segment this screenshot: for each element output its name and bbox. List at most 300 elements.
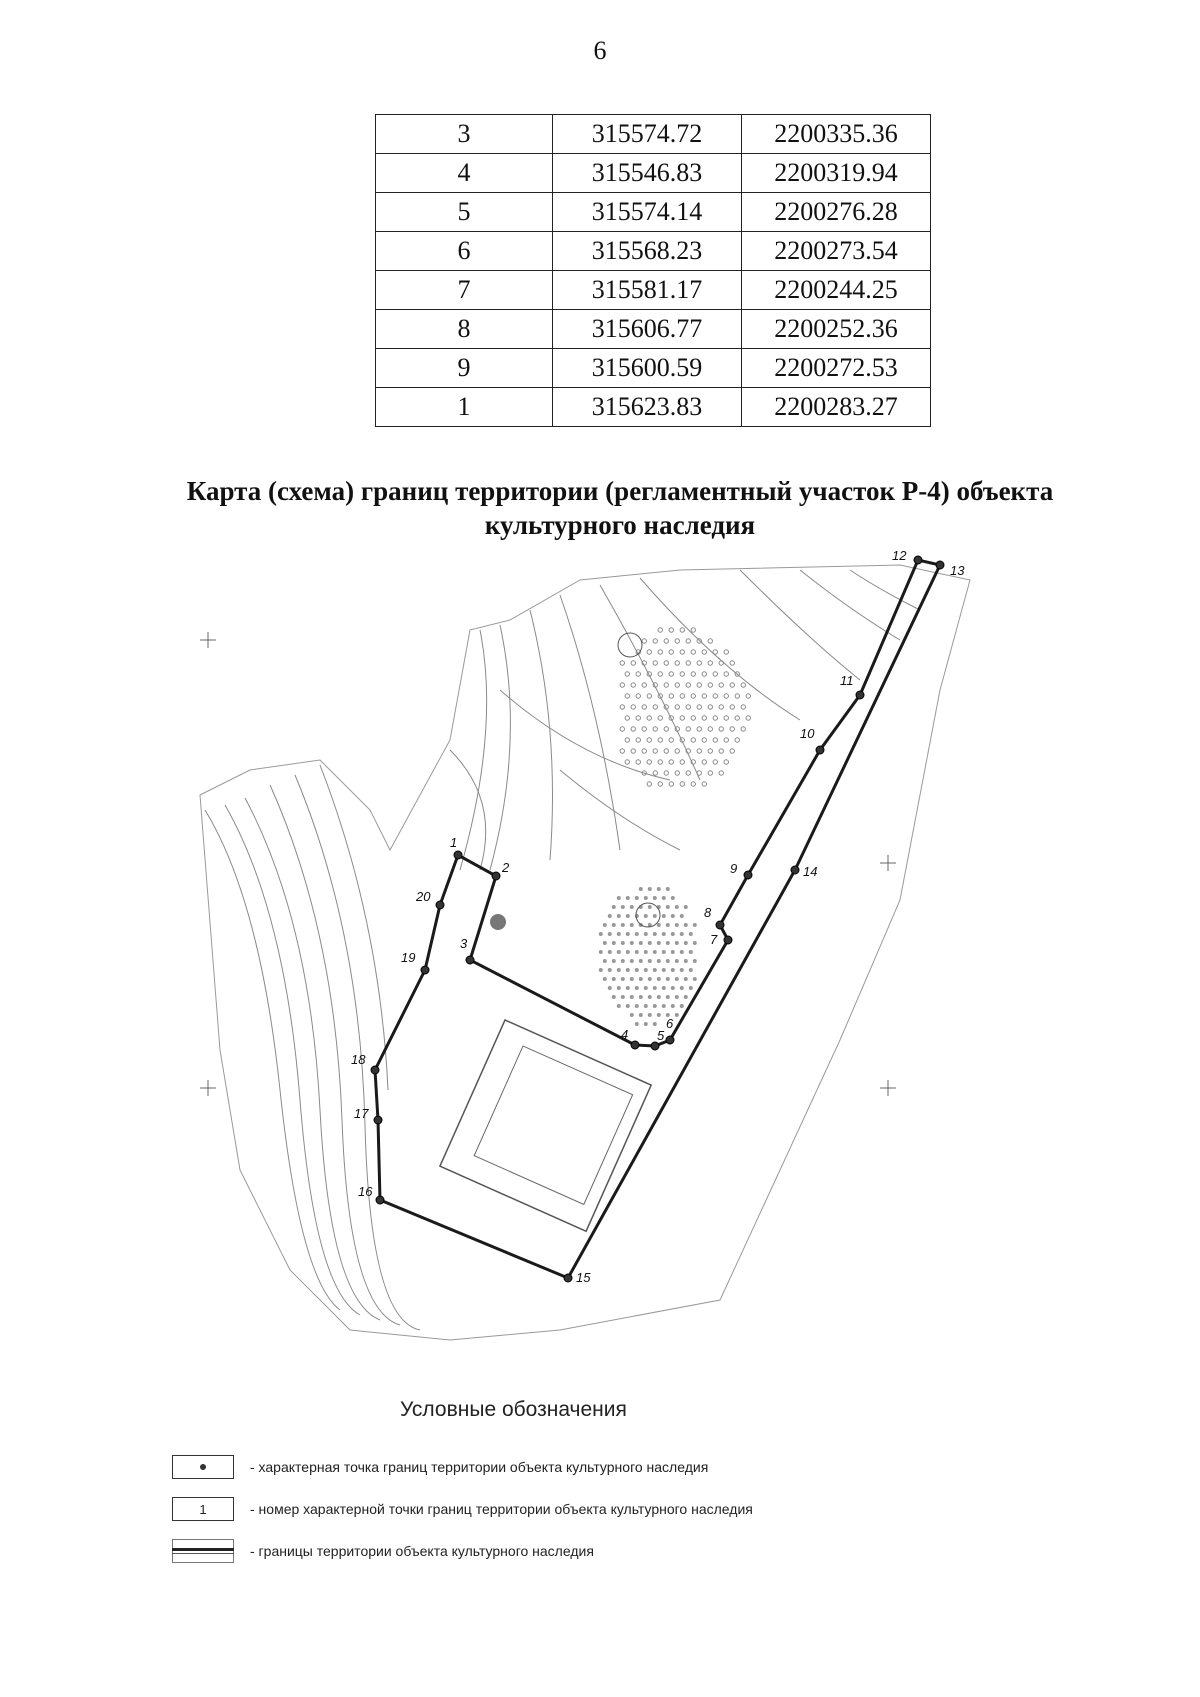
vegetation-dot xyxy=(644,1022,648,1026)
vegetation-dot xyxy=(664,683,668,687)
vegetation-dot xyxy=(702,716,706,720)
vegetation-dot xyxy=(662,896,666,900)
vegetation-dot xyxy=(642,727,646,731)
vegetation-dot xyxy=(713,694,717,698)
vegetation-dot xyxy=(702,782,706,786)
vegetation-dot xyxy=(608,968,612,972)
point-number-cell: 6 xyxy=(376,232,553,271)
vegetation-dot xyxy=(658,738,662,742)
vegetation-dot xyxy=(620,683,624,687)
vegetation-dot xyxy=(620,749,624,753)
vegetation-dot xyxy=(666,959,670,963)
table-row xyxy=(376,349,931,388)
vegetation-dot xyxy=(631,661,635,665)
boundary-point-icon xyxy=(200,1464,206,1470)
vegetation-dot xyxy=(702,650,706,654)
vegetation-dot xyxy=(662,968,666,972)
vegetation-dot xyxy=(642,705,646,709)
vegetation-dot xyxy=(680,694,684,698)
vegetation-dot xyxy=(635,914,639,918)
vegetation-dot xyxy=(691,672,695,676)
point-label-17: 17 xyxy=(354,1106,369,1121)
vegetation-dot xyxy=(691,628,695,632)
y-coordinate-cell: 2200335.36 xyxy=(742,115,931,154)
vegetation-dot xyxy=(657,1013,661,1017)
vegetation-dot xyxy=(612,923,616,927)
vegetation-dot xyxy=(664,749,668,753)
vegetation-dot xyxy=(639,995,643,999)
vegetation-dot xyxy=(644,986,648,990)
vegetation-dot xyxy=(625,716,629,720)
vegetation-dot xyxy=(621,941,625,945)
table-row xyxy=(376,154,931,193)
vegetation-dot xyxy=(599,968,603,972)
vegetation-dot xyxy=(657,959,661,963)
vegetation-dot xyxy=(635,986,639,990)
table-row xyxy=(376,310,931,349)
vegetation-dot xyxy=(631,683,635,687)
point-label-15: 15 xyxy=(576,1270,591,1285)
vegetation-dot xyxy=(666,923,670,927)
vegetation-dot xyxy=(724,716,728,720)
vegetation-dot xyxy=(653,1004,657,1008)
legend-item-point xyxy=(172,1454,708,1480)
vegetation-dot xyxy=(644,968,648,972)
vegetation-dot xyxy=(724,650,728,654)
vegetation-dot xyxy=(697,749,701,753)
vegetation-dot xyxy=(724,738,728,742)
x-coordinate-cell: 315623.83 xyxy=(553,388,742,427)
boundary-point-4 xyxy=(631,1041,639,1049)
point-number-cell: 3 xyxy=(376,115,553,154)
vegetation-dot xyxy=(603,959,607,963)
point-number-cell: 8 xyxy=(376,310,553,349)
boundary-point-12 xyxy=(914,556,922,564)
vegetation-dot xyxy=(621,905,625,909)
vegetation-dot xyxy=(625,694,629,698)
vegetation-dot xyxy=(669,760,673,764)
vegetation-dot xyxy=(617,914,621,918)
vegetation-dot xyxy=(603,977,607,981)
vegetation-dot xyxy=(636,716,640,720)
vegetation-dot xyxy=(617,932,621,936)
vegetation-dot xyxy=(639,941,643,945)
vegetation-dot xyxy=(675,661,679,665)
vegetation-dot xyxy=(708,749,712,753)
vegetation-dot xyxy=(680,650,684,654)
legend-item-number xyxy=(172,1496,753,1522)
boundary-point-13 xyxy=(936,561,944,569)
table-row xyxy=(376,388,931,427)
vegetation-dot xyxy=(608,932,612,936)
vegetation-dot xyxy=(697,727,701,731)
vegetation-dot xyxy=(671,986,675,990)
point-number-cell: 1 xyxy=(376,388,553,427)
vegetation-dot xyxy=(603,941,607,945)
vegetation-dot xyxy=(680,950,684,954)
x-coordinate-cell: 315568.23 xyxy=(553,232,742,271)
vegetation-dot xyxy=(719,771,723,775)
vegetation-dot xyxy=(658,716,662,720)
vegetation-dot xyxy=(666,905,670,909)
vegetation-dot xyxy=(741,727,745,731)
vegetation-dot xyxy=(691,782,695,786)
vegetation-dot xyxy=(639,887,643,891)
terrain-outline xyxy=(200,565,970,1340)
vegetation-dot xyxy=(644,1004,648,1008)
site-plan-svg xyxy=(200,548,1080,1400)
vegetation-dot xyxy=(675,959,679,963)
vegetation-dot xyxy=(612,905,616,909)
x-coordinate-cell: 315581.17 xyxy=(553,271,742,310)
vegetation-dot xyxy=(691,694,695,698)
vegetation-dot xyxy=(684,923,688,927)
point-label-19: 19 xyxy=(401,950,416,965)
vegetation-dot xyxy=(612,977,616,981)
vegetation-dot xyxy=(666,941,670,945)
vegetation-dot xyxy=(669,628,673,632)
vegetation-dot xyxy=(684,977,688,981)
vegetation-dot xyxy=(708,661,712,665)
legend-boundary-symbol xyxy=(172,1539,234,1563)
point-label-18: 18 xyxy=(351,1052,366,1067)
point-label-4: 4 xyxy=(621,1027,629,1042)
vegetation-dot xyxy=(658,782,662,786)
point-number-cell: 4 xyxy=(376,154,553,193)
vegetation-dot xyxy=(620,727,624,731)
vegetation-dot xyxy=(664,639,668,643)
vegetation-dot xyxy=(625,760,629,764)
x-coordinate-cell: 315574.72 xyxy=(553,115,742,154)
vegetation-dot xyxy=(658,760,662,764)
point-label-11: 11 xyxy=(840,673,854,688)
grid-crosses xyxy=(200,632,896,1096)
boundary-line xyxy=(470,876,728,1046)
vegetation-dot xyxy=(639,977,643,981)
x-coordinate-cell: 315574.14 xyxy=(553,193,742,232)
vegetation-dot xyxy=(664,727,668,731)
vegetation-dot xyxy=(680,932,684,936)
vegetation-dot xyxy=(680,628,684,632)
point-label-9: 9 xyxy=(730,861,738,876)
vegetation-dot xyxy=(689,932,693,936)
vegetation-dot xyxy=(657,995,661,999)
vegetation-dot xyxy=(642,683,646,687)
vegetation-dot xyxy=(708,639,712,643)
vegetation-dot xyxy=(664,661,668,665)
vegetation-dot xyxy=(626,950,630,954)
vegetation-dot xyxy=(636,760,640,764)
building-symbol xyxy=(490,914,506,930)
vegetation-dot xyxy=(662,932,666,936)
vegetation-dot xyxy=(741,705,745,709)
point-label-2: 2 xyxy=(502,860,510,875)
vegetation-dot xyxy=(724,672,728,676)
vegetation-dot xyxy=(684,959,688,963)
vegetation-dot xyxy=(680,760,684,764)
vegetation-dot xyxy=(631,705,635,709)
vegetation-dot xyxy=(675,749,679,753)
vegetation-dot xyxy=(666,977,670,981)
vegetation-dot xyxy=(644,896,648,900)
boundary-point-19 xyxy=(421,966,429,974)
vegetation-dot xyxy=(626,968,630,972)
vegetation-dot xyxy=(626,914,630,918)
vegetation-dot xyxy=(653,932,657,936)
point-label-5: 5 xyxy=(657,1028,665,1043)
point-label-14: 14 xyxy=(803,864,818,879)
legend-item-boundary xyxy=(172,1538,594,1564)
boundary-point-16 xyxy=(376,1196,384,1204)
vegetation-dot xyxy=(730,683,734,687)
table-row xyxy=(376,271,931,310)
vegetation-dot xyxy=(630,923,634,927)
boundary-point-6 xyxy=(666,1036,674,1044)
vegetation-dot xyxy=(653,986,657,990)
vegetation-dot xyxy=(621,959,625,963)
vegetation-dot xyxy=(708,705,712,709)
vegetation-dot xyxy=(626,896,630,900)
vegetation-dot xyxy=(636,672,640,676)
boundary-point-15 xyxy=(564,1274,572,1282)
vegetation-dot xyxy=(675,905,679,909)
vegetation-dot xyxy=(648,905,652,909)
legend-title: Условные обозначения xyxy=(400,1398,627,1421)
vegetation-dot xyxy=(608,914,612,918)
vegetation-dot xyxy=(648,1013,652,1017)
boundary-point-17 xyxy=(374,1116,382,1124)
vegetation-dot xyxy=(730,749,734,753)
vegetation-dot xyxy=(620,705,624,709)
vegetation-dot xyxy=(693,941,697,945)
vegetation-dot xyxy=(666,995,670,999)
vegetation-dot xyxy=(675,995,679,999)
vegetation-dot xyxy=(617,968,621,972)
vegetation-dot xyxy=(680,716,684,720)
vegetation-dot xyxy=(657,923,661,927)
y-coordinate-cell: 2200252.36 xyxy=(742,310,931,349)
vegetation-dot xyxy=(653,705,657,709)
vegetation-dot xyxy=(689,968,693,972)
vegetation-dot xyxy=(662,950,666,954)
legend-point-symbol xyxy=(172,1455,234,1479)
vegetation-dot xyxy=(719,661,723,665)
vegetation-dot xyxy=(662,1004,666,1008)
x-coordinate-cell: 315600.59 xyxy=(553,349,742,388)
boundary-point-10 xyxy=(816,746,824,754)
point-number-cell: 5 xyxy=(376,193,553,232)
point-label-3: 3 xyxy=(460,936,468,951)
vegetation-dot xyxy=(664,771,668,775)
vegetation-dot xyxy=(735,738,739,742)
vegetation-dot xyxy=(647,782,651,786)
vegetation-dot xyxy=(675,771,679,775)
vegetation-dot xyxy=(653,771,657,775)
vegetation-dot xyxy=(669,738,673,742)
vegetation-dot xyxy=(697,771,701,775)
vegetation-dot xyxy=(639,1013,643,1017)
vegetation-dot xyxy=(713,650,717,654)
vegetation-dot xyxy=(684,995,688,999)
table-row xyxy=(376,232,931,271)
map-title-line-2: культурного наследия xyxy=(484,510,756,540)
vegetation-dot xyxy=(635,1022,639,1026)
vegetation-dot xyxy=(639,959,643,963)
vegetation-dot xyxy=(689,986,693,990)
vegetation-dot xyxy=(630,959,634,963)
vegetation-dot xyxy=(653,1022,657,1026)
vegetation-dot xyxy=(635,1004,639,1008)
vegetation-dot xyxy=(735,694,739,698)
vegetation-dot xyxy=(657,887,661,891)
vegetation-dot xyxy=(658,628,662,632)
y-coordinate-cell: 2200273.54 xyxy=(742,232,931,271)
page-number: 6 xyxy=(593,36,607,65)
vegetation-dot xyxy=(686,639,690,643)
point-label-7: 7 xyxy=(710,932,718,947)
vegetation-dot xyxy=(644,932,648,936)
boundary-points xyxy=(351,548,965,1285)
vegetation-dot xyxy=(648,995,652,999)
vegetation-dot xyxy=(631,749,635,753)
vegetation-dot xyxy=(708,683,712,687)
point-label-20: 20 xyxy=(416,889,431,904)
vegetation-dot xyxy=(684,905,688,909)
vegetation-dot xyxy=(648,977,652,981)
vegetation-dot xyxy=(719,683,723,687)
vegetation-dot xyxy=(658,650,662,654)
vegetation-dot xyxy=(675,923,679,927)
vegetation-dot xyxy=(671,1004,675,1008)
vegetation-dot xyxy=(669,782,673,786)
vegetation-dot xyxy=(603,923,607,927)
vegetation-dot xyxy=(635,896,639,900)
boundary-point-5 xyxy=(651,1042,659,1050)
vegetation-dot xyxy=(647,738,651,742)
y-coordinate-cell: 2200319.94 xyxy=(742,154,931,193)
x-coordinate-cell: 315546.83 xyxy=(553,154,742,193)
vegetation-dot xyxy=(675,977,679,981)
boundary-point-11 xyxy=(856,691,864,699)
vegetation-dot xyxy=(630,995,634,999)
vegetation-dot xyxy=(693,923,697,927)
vegetation-dot xyxy=(693,959,697,963)
vegetation-dot xyxy=(626,932,630,936)
vegetation-dot xyxy=(666,887,670,891)
vegetation-dot xyxy=(724,694,728,698)
vegetation-dot xyxy=(697,661,701,665)
vegetation-dot xyxy=(653,914,657,918)
vegetation-dot xyxy=(630,905,634,909)
vegetation-dot xyxy=(608,986,612,990)
vegetation-dot xyxy=(653,749,657,753)
vegetation-dot xyxy=(653,639,657,643)
boundary-point-3 xyxy=(466,956,474,964)
vegetation-dot xyxy=(746,694,750,698)
vegetation-dot xyxy=(686,661,690,665)
boundary-point-20 xyxy=(436,901,444,909)
boundary-line xyxy=(375,560,940,1278)
vegetation-dot xyxy=(625,672,629,676)
vegetation-dot xyxy=(719,705,723,709)
vegetation-dot xyxy=(630,977,634,981)
boundary-point-2 xyxy=(492,872,500,880)
vegetation-dot xyxy=(635,968,639,972)
vegetation-dot xyxy=(636,694,640,698)
vegetation-dot xyxy=(697,705,701,709)
point-label-1: 1 xyxy=(450,835,458,850)
vegetation-dot xyxy=(621,923,625,927)
vegetation-dot xyxy=(635,932,639,936)
vegetation-dot xyxy=(730,661,734,665)
vegetation-dot xyxy=(653,968,657,972)
tree-symbol xyxy=(618,633,642,657)
legend-item-text: - характерная точка границ территории объекта культурного наследия xyxy=(250,1459,709,1475)
vegetation-dot xyxy=(686,771,690,775)
legend-item-text: - номер характерной точки границ территории объекта культурного наследия xyxy=(250,1501,753,1517)
vegetation-dot xyxy=(647,694,651,698)
vegetation-dot xyxy=(730,705,734,709)
vegetation-dot xyxy=(617,986,621,990)
y-coordinate-cell: 2200283.27 xyxy=(742,388,931,427)
y-coordinate-cell: 2200244.25 xyxy=(742,271,931,310)
vegetation-dot xyxy=(617,950,621,954)
vegetation-dot xyxy=(630,1013,634,1017)
point-label-8: 8 xyxy=(704,905,712,920)
vegetation-dot xyxy=(636,738,640,742)
boundary-point-1 xyxy=(454,851,462,859)
vegetation-dot xyxy=(635,950,639,954)
contour-lines xyxy=(205,570,920,1330)
vegetation-dot xyxy=(713,760,717,764)
vegetation-dot xyxy=(671,950,675,954)
legend-item-text: - границы территории объекта культурного наследия xyxy=(250,1543,594,1559)
vegetation-area xyxy=(599,628,751,1026)
vegetation-dot xyxy=(689,950,693,954)
vegetation-dot xyxy=(625,738,629,742)
vegetation-dot xyxy=(702,738,706,742)
vegetation-dot xyxy=(657,977,661,981)
vegetation-dot xyxy=(702,760,706,764)
table-row xyxy=(376,193,931,232)
vegetation-dot xyxy=(684,941,688,945)
vegetation-dot xyxy=(671,896,675,900)
vegetation-dot xyxy=(647,650,651,654)
vegetation-dot xyxy=(693,977,697,981)
vegetation-dot xyxy=(675,1013,679,1017)
point-label-6: 6 xyxy=(666,1016,674,1031)
point-number-cell: 9 xyxy=(376,349,553,388)
coordinates-table xyxy=(375,114,931,427)
boundary-point-8 xyxy=(716,921,724,929)
vegetation-dot xyxy=(735,716,739,720)
vegetation-dot xyxy=(620,661,624,665)
vegetation-dot xyxy=(653,727,657,731)
vegetation-dot xyxy=(642,749,646,753)
vegetation-dot xyxy=(675,941,679,945)
vegetation-dot xyxy=(642,639,646,643)
vegetation-dot xyxy=(680,672,684,676)
vegetation-dot xyxy=(680,968,684,972)
vegetation-dot xyxy=(621,977,625,981)
vegetation-dot xyxy=(644,950,648,954)
vegetation-dot xyxy=(680,914,684,918)
point-number-cell: 7 xyxy=(376,271,553,310)
vegetation-dot xyxy=(599,932,603,936)
vegetation-dot xyxy=(626,1004,630,1008)
vegetation-dot xyxy=(713,738,717,742)
boundary-point-14 xyxy=(791,866,799,874)
